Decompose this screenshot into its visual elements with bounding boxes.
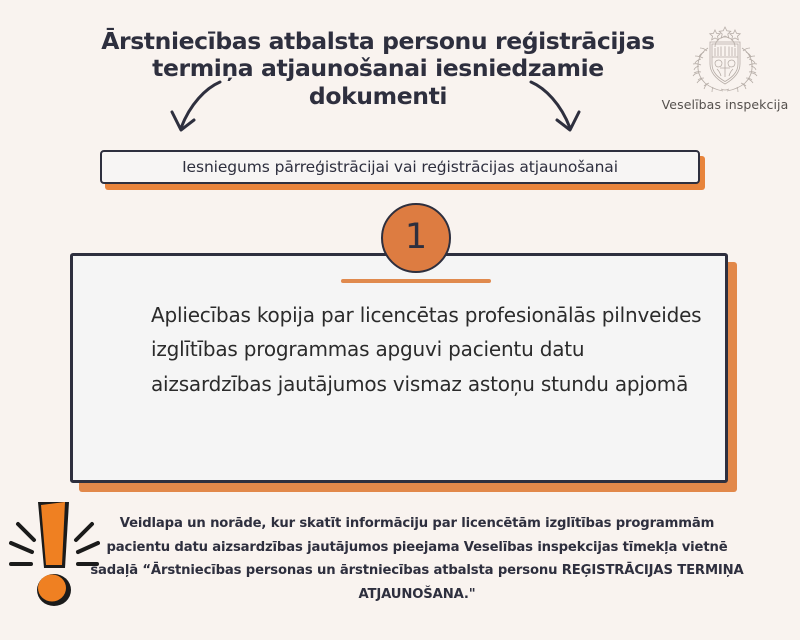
step-card-text: Apliecības kopija par licencētas profesionālās pilnveides izglītības programmas apguvi pacientu datu aizsardzības jautājumos vismaz astoņu stundu apjomā	[151, 303, 702, 396]
banner	[100, 150, 700, 184]
organization-logo	[650, 18, 800, 112]
step-number-label: 1	[404, 216, 428, 257]
logo-caption: Veselības inspekcija	[661, 97, 789, 112]
step-card-box	[70, 253, 728, 483]
curved-arrow-down-left-icon	[160, 78, 230, 146]
step-underline	[341, 279, 491, 283]
banner-label: Iesniegums pārreģistrācijai vai reģistrācijas atjaunošanai	[182, 158, 618, 176]
step-card	[70, 253, 728, 483]
page-title: Ārstniecības atbalsta personu reģistrācijas termiņa atjaunošanai iesniedzamie dokumenti	[101, 27, 655, 110]
step-number-badge	[381, 203, 451, 273]
footer-note: Veidlapa un norāde, kur skatīt informāciju par licencētām izglītības programmām pacientu datu aizsardzības jautājumos pieejama Veselības inspekcijas tīmekļa vietnē sadaļā “Ārstniecības personas un ārstniecības atbalsta personu REĢISTRĀCIJAS TERMIŅA ATJAUNOŠANA."	[90, 516, 744, 602]
curved-arrow-down-right-icon	[525, 78, 595, 146]
latvia-coat-of-arms-icon	[684, 18, 766, 92]
banner-box	[100, 150, 700, 184]
